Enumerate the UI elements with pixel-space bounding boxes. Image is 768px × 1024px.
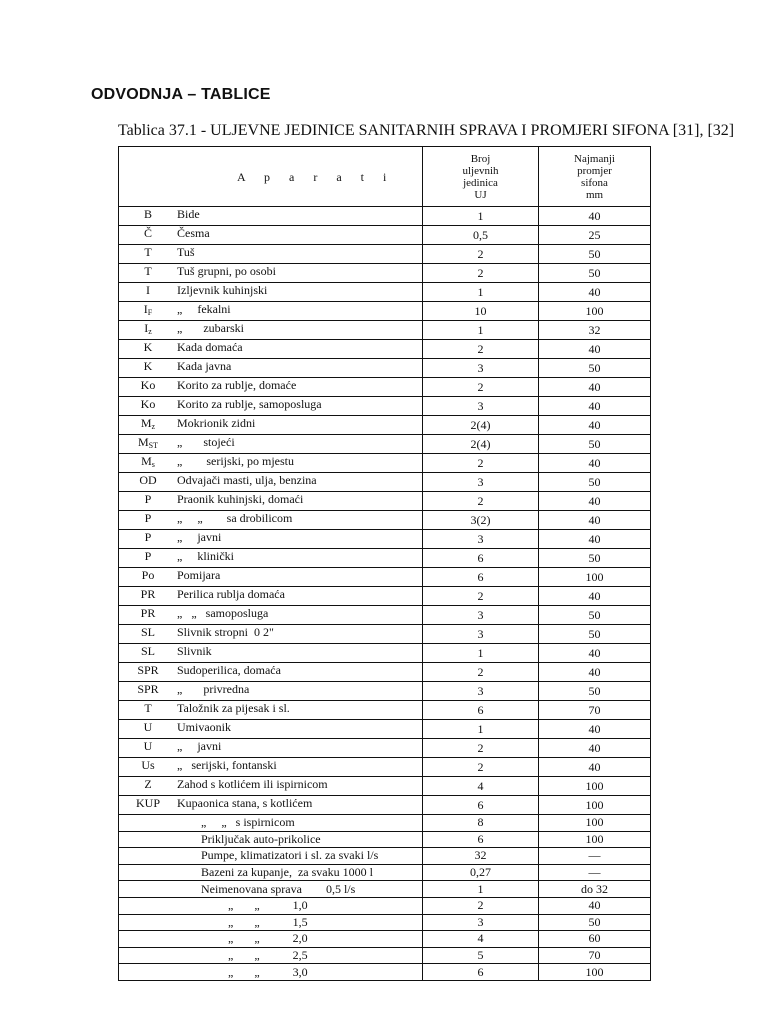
table-header-row (119, 147, 651, 207)
cell-aparat (119, 796, 423, 815)
table-row (119, 931, 651, 948)
cell-uj: 10 (423, 302, 539, 321)
table-row (119, 831, 651, 848)
table-caption: Tablica 37.1 - ULJEVNE JEDINICE SANITARNIH SPRAVA I PROMJERI SIFONA [31], [32] (118, 122, 735, 139)
aparat-symbol (119, 473, 177, 491)
table-row (119, 568, 651, 587)
table-row (119, 881, 651, 898)
cell-uj: 3 (423, 359, 539, 378)
cell-uj: 2 (423, 587, 539, 606)
aparat-symbol (119, 416, 177, 434)
cell-aparat (119, 758, 423, 777)
aparat-name: Slivnik stropni 0 2" (177, 625, 274, 639)
cell-promjer: 40 (539, 416, 651, 435)
aparat-symbol-text: K (143, 340, 153, 354)
cell-promjer: 40 (539, 454, 651, 473)
aparat-name: Kada javna (177, 359, 232, 373)
aparat-name: Perilica rublja domaća (177, 587, 285, 601)
cell-uj: 6 (423, 549, 539, 568)
aparat-symbol-text: K (143, 359, 153, 373)
cell-uj: 2 (423, 378, 539, 397)
cell-uj: 1 (423, 321, 539, 340)
aparat-name: „ privredna (177, 682, 250, 696)
aparat-name: Tuš (177, 245, 195, 259)
cell-uj: 5 (423, 947, 539, 964)
aparat-name: „ „ 3,0 (177, 964, 308, 979)
aparat-symbol (119, 530, 177, 548)
aparat-symbol (119, 796, 177, 814)
cell-uj: 2 (423, 245, 539, 264)
table-body (119, 207, 651, 981)
aparat-symbol (119, 435, 177, 453)
cell-promjer: 40 (539, 897, 651, 914)
cell-uj: 6 (423, 796, 539, 815)
cell-aparat (119, 931, 423, 948)
cell-promjer: 40 (539, 283, 651, 302)
aparat-symbol-text: Č (143, 226, 152, 240)
cell-aparat (119, 226, 423, 245)
aparat-name: Kada domaća (177, 340, 243, 354)
aparat-symbol-subscript: ST (148, 441, 158, 450)
cell-aparat (119, 625, 423, 644)
cell-promjer: 100 (539, 568, 651, 587)
aparat-name: „ serijski, fontanski (177, 758, 277, 772)
table-row (119, 226, 651, 245)
aparat-symbol (119, 492, 177, 510)
aparat-name: Pumpe, klimatizatori i sl. za svaki l/s (177, 848, 379, 863)
aparat-name: Zahod s kotlićem ili ispirnicom (177, 777, 328, 791)
table-row (119, 864, 651, 881)
aparat-symbol (119, 321, 177, 339)
aparat-symbol-text: Ko (140, 378, 156, 392)
table-row (119, 701, 651, 720)
cell-aparat (119, 245, 423, 264)
cell-promjer: 50 (539, 606, 651, 625)
aparat-name: „ javni (177, 530, 222, 544)
cell-promjer: 100 (539, 831, 651, 848)
cell-promjer: 40 (539, 587, 651, 606)
cell-promjer: 70 (539, 701, 651, 720)
cell-aparat (119, 682, 423, 701)
table-row (119, 897, 651, 914)
table-row (119, 359, 651, 378)
cell-aparat (119, 587, 423, 606)
aparat-symbol-text: T (144, 701, 152, 715)
cell-aparat (119, 359, 423, 378)
cell-promjer: 60 (539, 931, 651, 948)
table-row (119, 777, 651, 796)
aparat-name: „ „ samoposluga (177, 606, 269, 620)
table-row (119, 302, 651, 321)
aparat-name: Česma (177, 226, 210, 240)
cell-promjer: 50 (539, 245, 651, 264)
cell-aparat (119, 530, 423, 549)
aparat-symbol-text: SL (140, 625, 155, 639)
header-promjer-line: mm (585, 188, 604, 201)
header-broj-line: Broj (470, 152, 491, 165)
aparat-symbol-text: Us (141, 758, 155, 772)
aparat-name: „ fekalni (177, 302, 231, 316)
cell-uj: 8 (423, 815, 539, 832)
aparat-name: „ „ 1,0 (177, 898, 308, 913)
aparat-symbol (119, 739, 177, 757)
aparat-symbol (119, 625, 177, 643)
cell-aparat (119, 340, 423, 359)
cell-promjer: 50 (539, 435, 651, 454)
header-promjer-line: sifona (581, 176, 608, 189)
cell-promjer: 50 (539, 682, 651, 701)
cell-aparat (119, 663, 423, 682)
header-promjer-line: promjer (577, 164, 612, 177)
table-row (119, 378, 651, 397)
table-row (119, 492, 651, 511)
aparat-symbol (119, 644, 177, 662)
table-row (119, 454, 651, 473)
aparat-symbol-text: SL (140, 644, 155, 658)
aparat-symbol-text: SPR (137, 663, 159, 677)
cell-uj: 2 (423, 340, 539, 359)
aparat-symbol-text: M (140, 416, 152, 430)
cell-aparat (119, 848, 423, 865)
cell-aparat (119, 283, 423, 302)
cell-uj: 3 (423, 625, 539, 644)
header-broj (423, 147, 539, 207)
cell-promjer: 40 (539, 397, 651, 416)
aparat-name: Pomijara (177, 568, 221, 582)
aparat-symbol-text: M (137, 435, 149, 449)
aparat-name: Mokrionik zidni (177, 416, 256, 430)
cell-uj: 2 (423, 454, 539, 473)
cell-aparat (119, 831, 423, 848)
aparat-symbol (119, 701, 177, 719)
table-row (119, 435, 651, 454)
aparat-name: „ „ 2,5 (177, 948, 308, 963)
cell-aparat (119, 511, 423, 530)
cell-uj: 3 (423, 397, 539, 416)
aparat-name: Slivnik (177, 644, 212, 658)
cell-aparat (119, 914, 423, 931)
aparat-symbol (119, 378, 177, 396)
sifon-table (118, 146, 651, 981)
table-row (119, 625, 651, 644)
aparat-symbol (119, 777, 177, 795)
aparat-symbol (119, 340, 177, 358)
aparat-name: „ serijski, po mjestu (177, 454, 294, 468)
aparat-symbol (119, 397, 177, 415)
cell-aparat (119, 720, 423, 739)
cell-uj: 3 (423, 682, 539, 701)
header-aparati: A p a r a t i (119, 147, 423, 207)
table-row (119, 720, 651, 739)
cell-promjer: 100 (539, 815, 651, 832)
aparat-name: Priključak auto-prikolice (177, 831, 321, 846)
header-promjer-line: Najmanji (574, 152, 615, 165)
aparat-name: „ javni (177, 739, 222, 753)
cell-promjer: do 32 (539, 881, 651, 898)
cell-uj: 3 (423, 914, 539, 931)
cell-promjer: — (539, 864, 651, 881)
aparat-symbol-text: P (144, 530, 152, 544)
aparat-name: „ „ 1,5 (177, 914, 308, 929)
cell-promjer: 40 (539, 207, 651, 226)
cell-aparat (119, 864, 423, 881)
aparat-symbol-text: PR (140, 606, 156, 620)
aparat-symbol-text: M (141, 454, 152, 468)
aparat-symbol (119, 226, 177, 244)
aparat-symbol (119, 720, 177, 738)
cell-uj: 32 (423, 848, 539, 865)
aparat-symbol-text: I (146, 283, 150, 297)
cell-aparat (119, 378, 423, 397)
aparat-symbol-subscript: F (147, 308, 153, 317)
cell-promjer: 40 (539, 644, 651, 663)
aparat-name: „ „ sa drobilicom (177, 511, 293, 525)
aparat-name: Sudoperilica, domaća (177, 663, 281, 677)
table-row (119, 511, 651, 530)
aparat-name: Odvajači masti, ulja, benzina (177, 473, 317, 487)
cell-promjer: 40 (539, 340, 651, 359)
cell-aparat (119, 492, 423, 511)
aparat-symbol-text: T (144, 245, 152, 259)
cell-aparat (119, 207, 423, 226)
cell-aparat (119, 777, 423, 796)
aparat-symbol (119, 207, 177, 225)
aparat-name: Korito za rublje, domaće (177, 378, 297, 392)
table-row (119, 848, 651, 865)
aparat-name: Kupaonica stana, s kotlićem (177, 796, 313, 810)
table-row (119, 663, 651, 682)
cell-uj: 1 (423, 881, 539, 898)
aparat-name: Izljevnik kuhinjski (177, 283, 268, 297)
cell-promjer: 40 (539, 720, 651, 739)
cell-uj: 2(4) (423, 416, 539, 435)
aparat-symbol-subscript: s (151, 460, 155, 469)
table-row (119, 758, 651, 777)
aparat-name: Bazeni za kupanje, za svaku 1000 l (177, 865, 373, 880)
cell-uj: 6 (423, 831, 539, 848)
aparat-symbol-text: U (143, 720, 153, 734)
cell-promjer: 100 (539, 964, 651, 981)
cell-aparat (119, 739, 423, 758)
cell-promjer: — (539, 848, 651, 865)
table-row (119, 682, 651, 701)
cell-uj: 1 (423, 644, 539, 663)
cell-uj: 3 (423, 530, 539, 549)
cell-promjer: 50 (539, 359, 651, 378)
aparat-symbol-text: P (144, 511, 152, 525)
aparat-symbol-text: OD (139, 473, 157, 487)
table-row (119, 947, 651, 964)
cell-aparat (119, 606, 423, 625)
cell-uj: 4 (423, 931, 539, 948)
table-row (119, 473, 651, 492)
header-broj-line: jedinica (463, 176, 498, 189)
table-row (119, 587, 651, 606)
aparat-name: Tuš grupni, po osobi (177, 264, 276, 278)
page-heading: ODVODNJA – TABLICE (91, 86, 271, 103)
cell-promjer: 40 (539, 530, 651, 549)
aparat-name: „ zubarski (177, 321, 244, 335)
cell-aparat (119, 964, 423, 981)
table-row (119, 530, 651, 549)
cell-promjer: 40 (539, 758, 651, 777)
aparat-symbol-text: U (143, 739, 153, 753)
aparat-name: Umivaonik (177, 720, 231, 734)
aparat-symbol-text: Z (144, 777, 152, 791)
table-row (119, 914, 651, 931)
cell-uj: 6 (423, 701, 539, 720)
aparat-symbol (119, 511, 177, 529)
cell-promjer: 100 (539, 777, 651, 796)
cell-uj: 3 (423, 606, 539, 625)
cell-uj: 0,5 (423, 226, 539, 245)
cell-promjer: 100 (539, 302, 651, 321)
table-row (119, 340, 651, 359)
cell-uj: 1 (423, 207, 539, 226)
aparat-symbol-subscript: z (151, 422, 156, 431)
aparat-name: Praonik kuhinjski, domaći (177, 492, 304, 506)
aparat-symbol (119, 283, 177, 301)
cell-aparat (119, 473, 423, 492)
aparat-symbol-text: PR (140, 587, 156, 601)
cell-uj: 2 (423, 264, 539, 283)
cell-promjer: 25 (539, 226, 651, 245)
aparat-symbol-text: T (144, 264, 152, 278)
aparat-symbol (119, 245, 177, 263)
cell-promjer: 40 (539, 663, 651, 682)
cell-aparat (119, 397, 423, 416)
cell-uj: 3 (423, 473, 539, 492)
aparat-symbol (119, 758, 177, 776)
cell-promjer: 50 (539, 473, 651, 492)
aparat-symbol-text: Po (141, 568, 155, 582)
cell-uj: 6 (423, 964, 539, 981)
aparat-symbol (119, 682, 177, 700)
aparat-symbol (119, 587, 177, 605)
cell-uj: 6 (423, 568, 539, 587)
table-row (119, 739, 651, 758)
table-row (119, 264, 651, 283)
aparat-symbol (119, 302, 177, 320)
table-row (119, 416, 651, 435)
cell-promjer: 40 (539, 739, 651, 758)
cell-uj: 2 (423, 663, 539, 682)
cell-aparat (119, 435, 423, 454)
cell-aparat (119, 568, 423, 587)
aparat-symbol (119, 606, 177, 624)
aparat-symbol-subscript: z (148, 327, 152, 336)
table-row (119, 796, 651, 815)
cell-aparat (119, 815, 423, 832)
cell-aparat (119, 701, 423, 720)
cell-aparat (119, 644, 423, 663)
cell-uj: 2 (423, 739, 539, 758)
table-row (119, 815, 651, 832)
cell-aparat (119, 947, 423, 964)
aparat-name: Bide (177, 207, 200, 221)
cell-aparat (119, 549, 423, 568)
cell-aparat (119, 321, 423, 340)
aparat-symbol-text: KUP (135, 796, 160, 810)
aparat-symbol (119, 663, 177, 681)
aparat-name: Neimenovana sprava 0,5 l/s (177, 881, 356, 896)
cell-uj: 2 (423, 758, 539, 777)
cell-aparat (119, 454, 423, 473)
header-broj-line: uljevnih (462, 164, 499, 177)
aparat-name: Korito za rublje, samoposluga (177, 397, 322, 411)
cell-promjer: 40 (539, 378, 651, 397)
cell-uj: 1 (423, 283, 539, 302)
aparat-symbol-text: B (143, 207, 152, 221)
cell-promjer: 100 (539, 796, 651, 815)
table-row (119, 245, 651, 264)
aparat-symbol (119, 264, 177, 282)
cell-aparat (119, 416, 423, 435)
cell-aparat (119, 264, 423, 283)
aparat-name: „ „ s ispirnicom (177, 815, 295, 830)
aparat-symbol-text: I (144, 321, 149, 335)
aparat-symbol (119, 454, 177, 472)
aparat-symbol-text: SPR (137, 682, 159, 696)
cell-promjer: 50 (539, 625, 651, 644)
cell-promjer: 50 (539, 914, 651, 931)
aparat-name: Taložnik za pijesak i sl. (177, 701, 290, 715)
header-promjer (539, 147, 651, 207)
header-broj-line: UJ (474, 188, 487, 201)
cell-promjer: 40 (539, 511, 651, 530)
cell-uj: 2 (423, 897, 539, 914)
cell-promjer: 40 (539, 492, 651, 511)
aparat-symbol (119, 549, 177, 567)
cell-uj: 1 (423, 720, 539, 739)
aparat-symbol-text: I (143, 302, 148, 316)
table-row (119, 397, 651, 416)
table-row (119, 606, 651, 625)
cell-aparat (119, 897, 423, 914)
cell-uj: 0,27 (423, 864, 539, 881)
cell-promjer: 32 (539, 321, 651, 340)
cell-uj: 2 (423, 492, 539, 511)
cell-uj: 4 (423, 777, 539, 796)
aparat-name: „ stojeći (177, 435, 235, 449)
aparat-symbol (119, 359, 177, 377)
table-row (119, 321, 651, 340)
table-row (119, 964, 651, 981)
aparat-symbol-text: P (144, 549, 152, 563)
table-row (119, 644, 651, 663)
cell-promjer: 70 (539, 947, 651, 964)
aparat-symbol-text: P (144, 492, 152, 506)
aparat-name: „ „ 2,0 (177, 931, 308, 946)
cell-uj: 2(4) (423, 435, 539, 454)
aparat-name: „ klinički (177, 549, 234, 563)
table-row (119, 283, 651, 302)
cell-aparat (119, 881, 423, 898)
cell-aparat (119, 302, 423, 321)
table-row (119, 207, 651, 226)
aparat-symbol (119, 568, 177, 586)
cell-promjer: 50 (539, 264, 651, 283)
table-row (119, 549, 651, 568)
cell-promjer: 50 (539, 549, 651, 568)
aparat-symbol-text: Ko (140, 397, 156, 411)
cell-uj: 3(2) (423, 511, 539, 530)
